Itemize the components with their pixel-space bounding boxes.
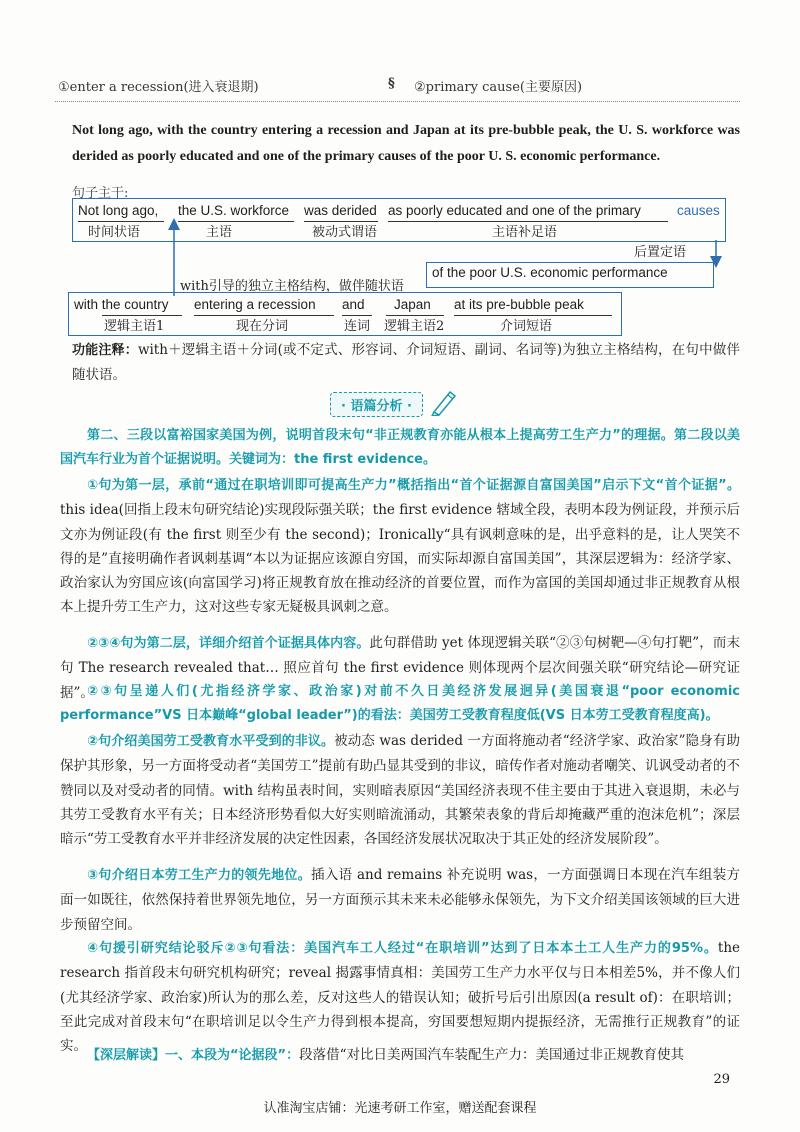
wc-label-conj: 连词	[344, 319, 371, 334]
postpos-label: 后置定语	[634, 245, 687, 260]
mc-word-complement: as poorly educated and one of the primary	[388, 203, 641, 218]
mc-word-subject: the U.S. workforce	[178, 203, 290, 218]
mc-word-time: Not long ago,	[78, 203, 159, 218]
function-note	[72, 338, 740, 388]
analysis-p7: 【深层解读】一、本段为“论据段”：段落借“对比日美两国汽车装配生产力：美国通过非正规教育使其	[87, 1047, 685, 1063]
with-structure-label: with引导的独立主格结构，做伴随状语	[180, 279, 404, 294]
section-title: · 语篇分析 ·	[330, 392, 423, 417]
analysis-p2: ②③④句为第二层，详细介绍首个证据具体内容。此句群借助 yet 体现逻辑关联“②③句树靶—④句打靶”，而末句 The research revealed that… 照应首句 the first evidence 则体现两个层次间强关联“研究结论—研究证据”。	[60, 635, 740, 701]
analysis-p5: ③句介绍日本劳工生产力的领先地位。插入语 and remains 补充说明 was，一方面强调日本现在汽车组装方面一如既往，依然保持着世界领先地位，另一方面预示其未来未必能够永保领先，为下文介绍美国该领域的巨大进步预留空间。	[60, 867, 740, 933]
footer-promo: 认准淘宝店铺：光速考研工作室，赠送配套课程	[263, 1101, 537, 1116]
function-note-label: 功能注释：	[72, 343, 138, 358]
analysis-p1: ①句为第一层，承前“通过在职培训即可提高生产力”概括指出“首个证据源自富国美国”启示下文“首个证据”。this idea(回指上段末句研究结论)实现段际强关联；the first evidence 辖域全段，表明本段为例证段，并预示后文亦为例证段(有 the first 则至少有 the second)；Ironically“具有讽刺意味的是，出乎意料的是，让人哭笑不得的是”直接明确作者讽刺基调“本以为证据应该源自穷国，而实际却源自富国美国”，其深层逻辑为：经济学家、政治家认为穷国应该(向富国学习)将正规教育放在推动经济的首要位置，而作为富国的美国却通过非正规教育从根本上提升劳工生产力，这对这些专家无疑极具讽刺之意。	[60, 478, 740, 616]
wc-word-and: and	[342, 297, 365, 312]
function-note-text: with＋逻辑主语＋分词(或不定式、形容词、介词短语、副词、名词等)为独立主格结构，在句中做伴随状语。	[72, 342, 740, 384]
page-number: 29	[713, 1072, 730, 1087]
analysis-intro: 第二、三段以富裕国家美国为例，说明首段末句“非正规教育亦能从根本上提高劳工生产力”的理据。第二段以美国汽车行业为首个证据说明。关键词为：the first evidence。	[60, 428, 740, 468]
wc-word-with: with the country	[74, 297, 169, 312]
wc-word-entering: entering a recession	[194, 297, 316, 312]
header-note-right: ②primary cause(主要原因)	[414, 80, 583, 95]
mc-word-verb: was derided	[304, 203, 377, 218]
analysis-p6: ④句援引研究结论驳斥②③句看法：美国汽车工人经过“在职培训”达到了日本本土工人生产力的95%。the research 指首段末句研究机构研究；reveal 揭露事情真相：美国劳工生产力水平仅与日本相差5%，并不像人们(尤其经济学家、政治家)所认为的那么差，反对这些人的错误认知；破折号后引出原因(a result of)：在职培训；至此完成对首段末句“在职培训足以令生产力得到根本提高，穷国要想短期内提振经济，无需推行正规教育”的证实。	[60, 940, 740, 1055]
example-sentence: Not long ago, with the country entering a recession and Japan at its pre-bubble peak, the U. S. workforce was derided as poorly educated and one of the primary causes of the poor U. S. economic performance.	[72, 123, 740, 164]
wc-label-subject2: 逻辑主语2	[384, 319, 445, 334]
postpos-phrase: of the poor U.S. economic performance	[432, 265, 668, 280]
analysis-p4: ②句介绍美国劳工受教育水平受到的非议。被动态 was derided 一方面将施动者“经济学家、政治家”隐身有助保护其形象，另一方面将受动者“美国劳工”提前有助凸显其受到的非议，暗传作者对施动者嘲笑、讥讽受动者的不赞同以及对受动者的同情。with 结构虽表时间，实则暗表原因“美国经济表现不佳主要由于其进入衰退期，未必与其劳工受教育水平有关；日本经济形势看似大好实则暗流涌动，其繁荣表象的背后却掩藏严重的泡沫危机”；深层暗示“劳工受教育水平并非经济发展的决定性因素，各国经济发展状况取决于其正处的经济发展阶段”。	[60, 733, 740, 848]
mc-label-verb: 被动式谓语	[312, 225, 378, 240]
mc-word-causes: causes	[677, 203, 720, 218]
wc-label-subject1: 逻辑主语1	[104, 319, 165, 334]
mc-label-time: 时间状语	[88, 225, 141, 240]
analysis-p3: ②③句呈递人们(尤指经济学家、政治家)对前不久日美经济发展迥异(美国衰退“poor economic performance”VS 日本巅峰“global leader”)的看法：美国劳工受教育程度低(VS 日本劳工受教育程度高)。	[60, 684, 740, 724]
pen-icon	[430, 386, 460, 416]
wc-label-participle: 现在分词	[236, 319, 289, 334]
wc-word-peak: at its pre-bubble peak	[454, 297, 584, 312]
header-note-left: ①enter a recession(进入衰退期)	[58, 80, 259, 95]
mc-label-complement: 主语补足语	[492, 225, 558, 240]
wc-word-japan: Japan	[394, 297, 431, 312]
trunk-label: 句子主干:	[72, 186, 129, 201]
wc-label-prep: 介词短语	[500, 319, 553, 334]
header-section-mark: §	[388, 76, 395, 91]
mc-label-subject: 主语	[206, 225, 233, 240]
